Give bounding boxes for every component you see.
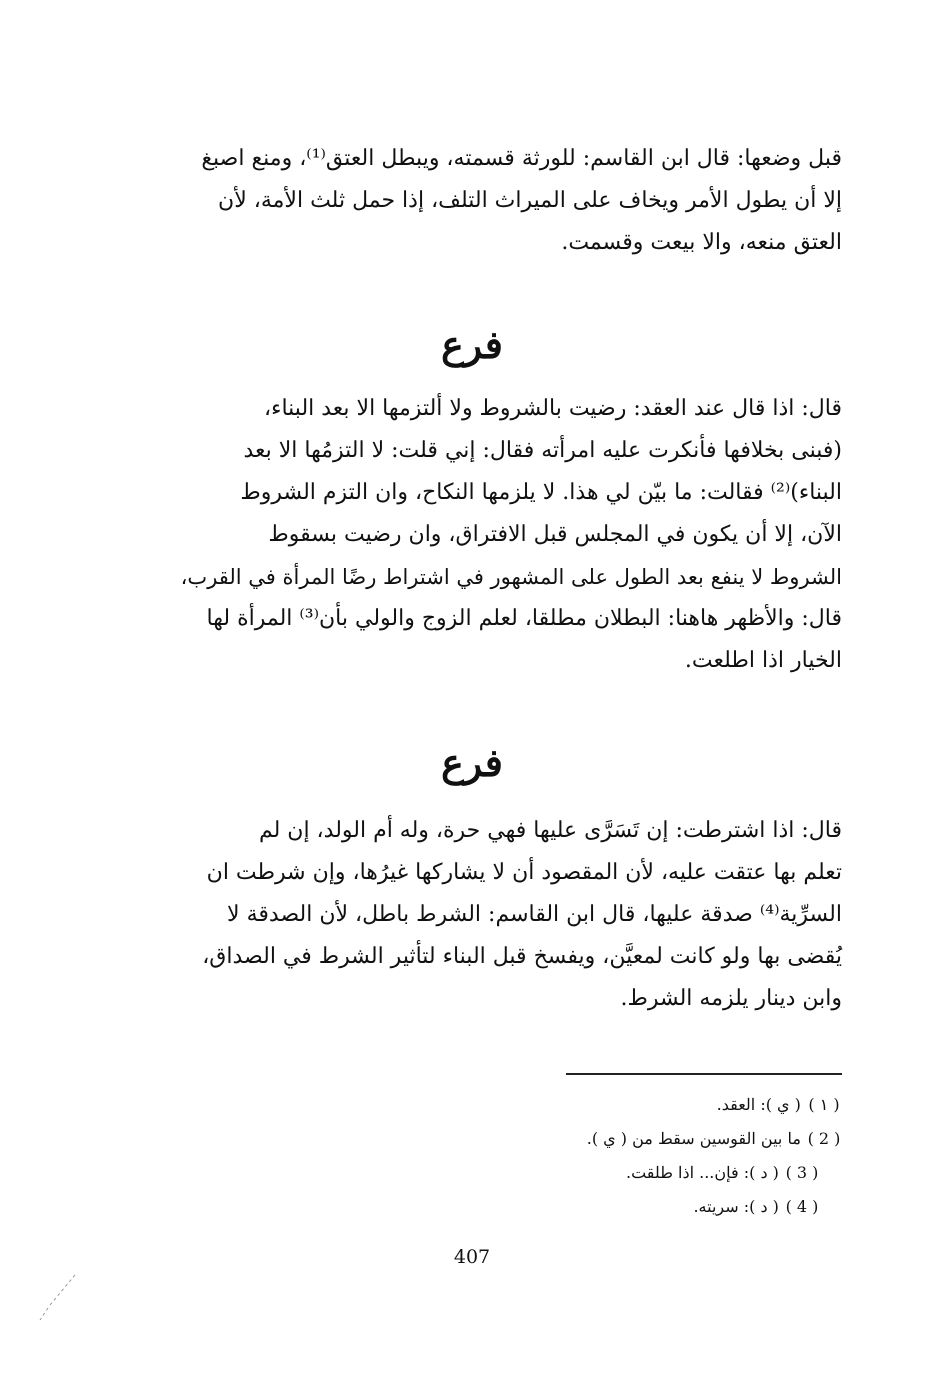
text-line: يُقضى بها ولو كانت لمعيَّن، ويفسخ قبل البناء لتأثير الشرط في الصداق، bbox=[202, 944, 842, 969]
paragraph-2 bbox=[170, 388, 842, 682]
footnote-text: ( د ): فإن... اذا طلقت. bbox=[626, 1163, 779, 1182]
paragraph-3 bbox=[170, 810, 842, 1020]
text-line: تعلم بها عتقت عليه، لأن المقصود أن لا يشاركها غيرُها، وإن شرطت ان bbox=[206, 860, 842, 885]
section-heading: فرع bbox=[441, 322, 503, 367]
text-line: العتق منعه، والا بيعت وقسمت. bbox=[561, 230, 842, 255]
footnote-number: ( 2 ) bbox=[807, 1129, 841, 1148]
footnote-item bbox=[500, 1190, 842, 1224]
scan-mark bbox=[30, 1270, 90, 1330]
text-line: قال: اذا اشترطت: إن تَسَرَّى عليها فهي حرة، وله أم الولد، إن لم bbox=[258, 818, 842, 843]
footnotes bbox=[500, 1088, 842, 1224]
text-line: قبل وضعها: قال ابن القاسم: للورثة قسمته، ويبطل العتق⁽¹⁾، ومنع اصبغ bbox=[201, 146, 842, 171]
footnote-divider bbox=[566, 1073, 842, 1075]
text-line: إلا أن يطول الأمر ويخاف على الميراث التلف، إذا حمل ثلث الأمة، لأن bbox=[218, 188, 842, 213]
footnote-number: ( 4 ) bbox=[785, 1197, 819, 1216]
footnote-item bbox=[500, 1088, 842, 1122]
footnote-text: ( ي ): العقد. bbox=[716, 1095, 801, 1114]
paragraph-1 bbox=[170, 138, 842, 264]
footnote-item bbox=[500, 1156, 842, 1190]
text-line: الشروط لا ينفع بعد الطول على المشهور في اشتراط رضًا المرأة في القرب، bbox=[180, 565, 842, 589]
text-line: قال: والأظهر هاهنا: البطلان مطلقا، لعلم الزوج والولي بأن⁽³⁾ المرأة لها bbox=[206, 606, 842, 631]
text-line: الآن، إلا أن يكون في المجلس قبل الافتراق، وان رضيت بسقوط bbox=[268, 522, 842, 547]
text-line: السرِّية⁽⁴⁾ صدقة عليها، قال ابن القاسم: الشرط باطل، لأن الصدقة لا bbox=[227, 902, 842, 927]
text-line: (فبنى بخلافها فأنكرت عليه امرأته فقال: إني قلت: لا التزمُها الا بعد bbox=[243, 438, 842, 463]
footnote-number: ( 3 ) bbox=[785, 1163, 819, 1182]
footnote-text: ( د ): سريته. bbox=[693, 1197, 779, 1216]
section-heading: فرع bbox=[441, 740, 503, 785]
footnote-text: ما بين القوسين سقط من ( ي ). bbox=[586, 1129, 801, 1148]
text-line: وابن دينار يلزمه الشرط. bbox=[620, 986, 842, 1011]
text-line: الخيار اذا اطلعت. bbox=[684, 648, 842, 673]
footnote-number: ( ١ ) bbox=[808, 1095, 840, 1114]
page-number: 407 bbox=[453, 1246, 491, 1268]
text-line: قال: اذا قال عند العقد: رضيت بالشروط ولا ألتزمها الا بعد البناء، bbox=[264, 396, 842, 421]
footnote-item bbox=[500, 1122, 842, 1156]
text-line: البناء)⁽²⁾ فقالت: ما بيّن لي هذا. لا يلزمها النكاح، وان التزم الشروط bbox=[240, 480, 842, 505]
